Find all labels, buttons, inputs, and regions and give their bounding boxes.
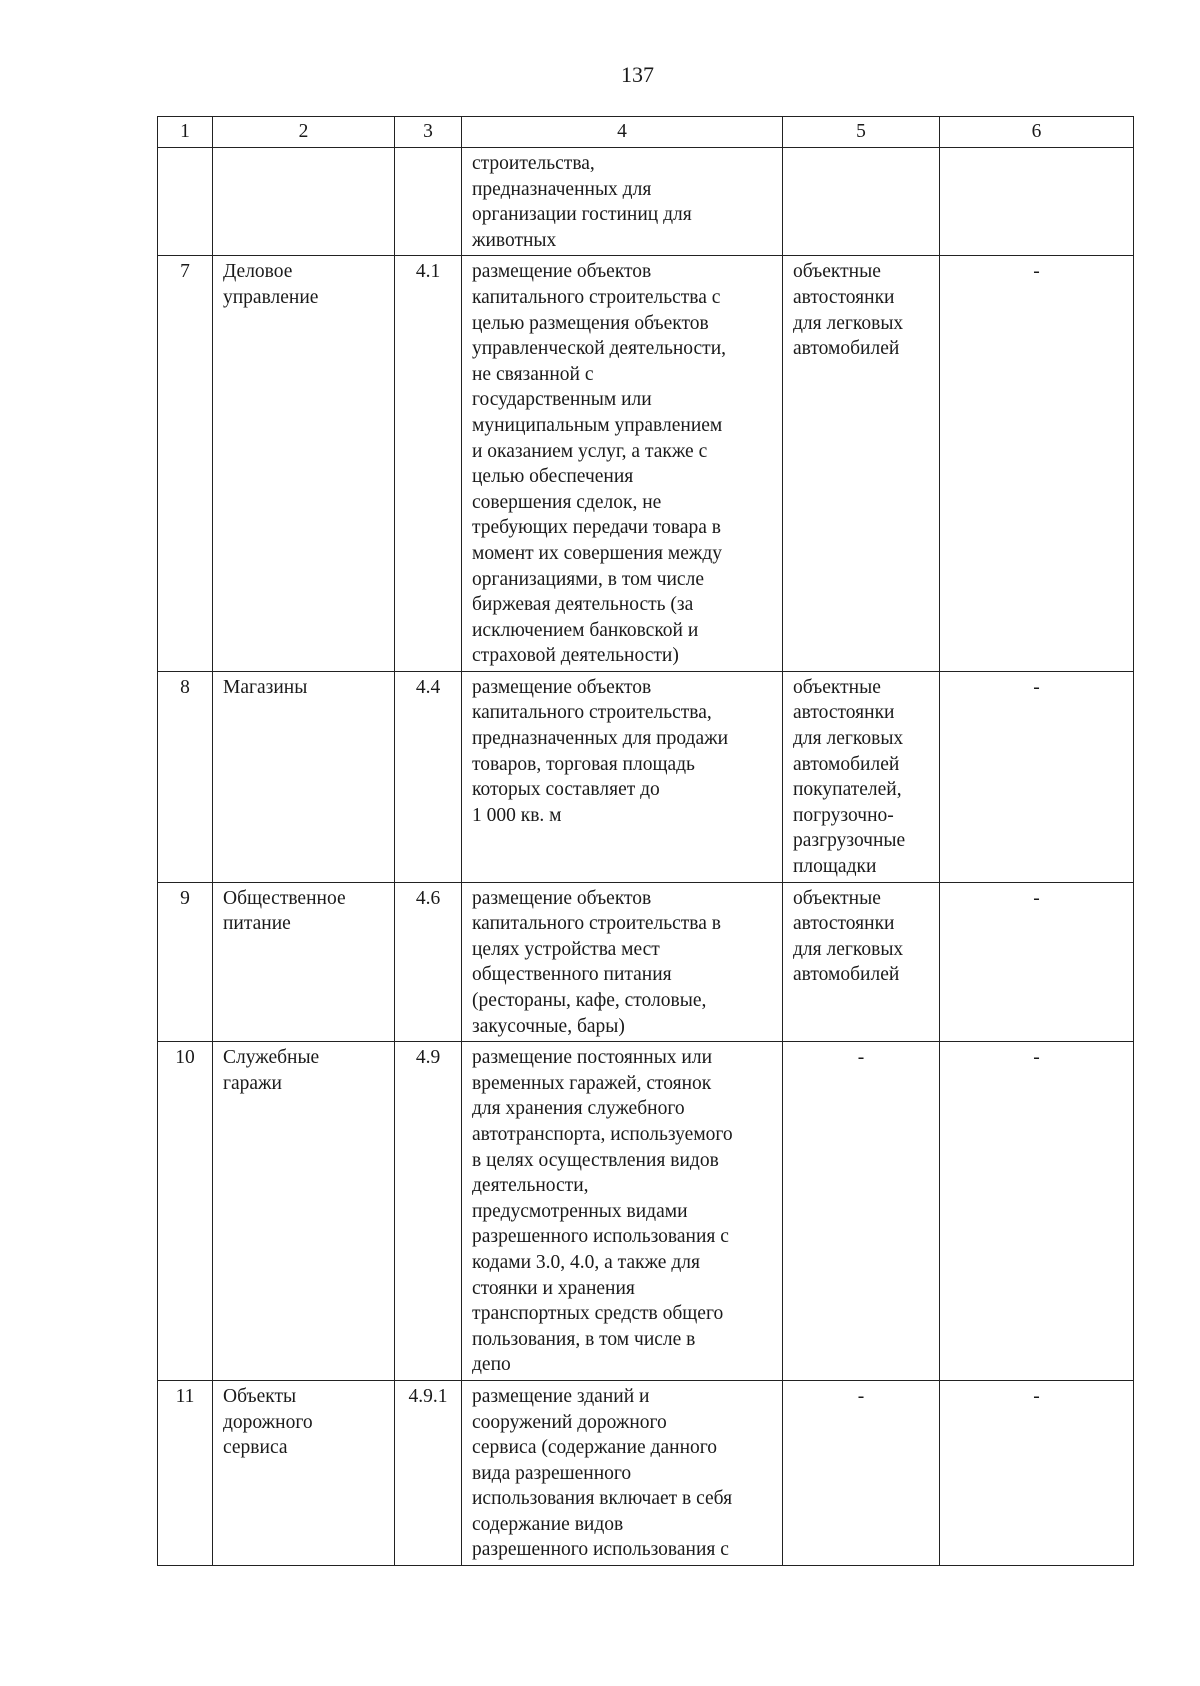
description-line: (рестораны, кафе, столовые, [472, 990, 707, 1011]
description-cell [462, 882, 783, 1042]
use-code-cell [395, 1380, 462, 1565]
auxiliary-use-line: для легковых [793, 312, 904, 334]
description-line: страховой деятельности) [472, 645, 679, 667]
restrictions-cell [940, 882, 1134, 1042]
row-number-cell [158, 1380, 213, 1565]
use-name-line: питание [223, 913, 291, 935]
use-code: 4.4 [415, 676, 441, 698]
description-line: деятельности, [472, 1175, 589, 1197]
auxiliary-use-line: автомобилей [793, 964, 900, 986]
description-cell [462, 1042, 783, 1381]
description-line: целью размещения объектов [472, 312, 709, 334]
row-number: 8 [180, 676, 190, 698]
description-line: в целях осуществления видов [472, 1149, 719, 1171]
description-line: биржевая деятельность (за [472, 594, 694, 616]
auxiliary-use-line: автостоянки [793, 286, 895, 308]
description-line: использования включает в себя [472, 1488, 733, 1510]
description-line: 1 000 кв. м [472, 804, 562, 826]
header-cell-6: 6 [940, 117, 1134, 148]
description-line: организациями, в том числе [472, 568, 704, 590]
use-name-line: Деловое [223, 261, 293, 283]
description-line: размещение зданий и [472, 1385, 650, 1407]
page-number: 137 [621, 62, 654, 87]
header-cell-5: 5 [783, 117, 940, 148]
description-line: размещение объектов [472, 887, 652, 909]
description-line: разрешенного использования с [472, 1226, 729, 1248]
auxiliary-use-line: погрузочно- [793, 804, 894, 826]
auxiliary-use-line: для легковых [793, 728, 904, 750]
auxiliary-use-line: разгрузочные [793, 830, 906, 852]
auxiliary-use-line: объектные [793, 887, 881, 909]
auxiliary-use-line: покупателей, [793, 779, 902, 801]
description-line: муниципальным управлением [472, 414, 723, 436]
description-line: капитального строительства с [472, 286, 721, 308]
use-name-cell [213, 1380, 395, 1565]
description-line: совершения сделок, не [472, 491, 662, 513]
use-name-cell [213, 1042, 395, 1381]
auxiliary-use-line: - [857, 1385, 865, 1407]
row-number: 11 [175, 1385, 195, 1407]
description-line: целью обеспечения [472, 466, 634, 488]
description-line: организации гостиниц для [472, 204, 692, 226]
restrictions-value: - [1033, 261, 1040, 283]
use-name-line: Общественное [223, 887, 346, 909]
description-cell [462, 671, 783, 882]
auxiliary-use-cell [783, 1380, 940, 1565]
auxiliary-use-line: для легковых [793, 938, 904, 960]
description-line: содержание видов [472, 1513, 624, 1535]
description-line: предназначенных для продажи [472, 728, 729, 750]
row-number-cell [158, 256, 213, 672]
auxiliary-use-line: объектные [793, 676, 881, 698]
table-row [158, 1042, 1134, 1381]
description-line: для хранения служебного [472, 1098, 685, 1120]
use-code-cell [395, 148, 462, 256]
description-line: капитального строительства, [472, 702, 712, 724]
description-line: животных [472, 229, 557, 251]
description-line: государственным или [472, 389, 652, 411]
auxiliary-use-cell [783, 882, 940, 1042]
use-code: 4.6 [415, 887, 441, 909]
use-name-cell [213, 882, 395, 1042]
restrictions-value: - [1033, 1047, 1040, 1069]
auxiliary-use-line: автомобилей [793, 338, 900, 360]
description-cell [462, 256, 783, 672]
description-cell [462, 1380, 783, 1565]
use-name-cell [213, 148, 395, 256]
land-use-table [157, 116, 1134, 1566]
use-name-line: управление [223, 286, 319, 308]
use-name-line: гаражи [223, 1072, 282, 1094]
description-line: целях устройства мест [472, 938, 660, 960]
description-line: закусочные, бары) [472, 1015, 625, 1037]
table-row [158, 148, 1134, 256]
use-name-line: Объекты [223, 1385, 297, 1407]
table-header-row [158, 117, 1134, 148]
restrictions-cell [940, 1380, 1134, 1565]
description-line: и оказанием услуг, а также с [472, 440, 708, 462]
table-row [158, 256, 1134, 672]
header-cell-3: 3 [395, 117, 462, 148]
use-name-cell [213, 671, 395, 882]
description-line: не связанной с [472, 363, 594, 385]
restrictions-cell [940, 1042, 1134, 1381]
description-line: строительства, [472, 153, 595, 174]
use-name-line: дорожного [223, 1411, 313, 1433]
description-line: которых составляет до [472, 779, 660, 801]
description-line: временных гаражей, стоянок [472, 1072, 712, 1094]
table-row [158, 882, 1134, 1042]
restrictions-value: - [1033, 1385, 1040, 1407]
header-cell-4: 4 [462, 117, 783, 148]
use-code: 4.9.1 [408, 1385, 448, 1407]
description-line: транспортных средств общего [472, 1303, 724, 1325]
row-number: 10 [175, 1047, 195, 1069]
description-line: вида разрешенного [472, 1462, 632, 1484]
row-number-cell [158, 882, 213, 1042]
description-line: депо [472, 1354, 511, 1376]
use-code-cell [395, 256, 462, 672]
header-cell-1: 1 [158, 117, 213, 148]
use-name-line: Служебные [223, 1047, 320, 1069]
auxiliary-use-line: автостоянки [793, 913, 895, 935]
auxiliary-use-line: площадки [793, 856, 877, 878]
use-code-cell [395, 671, 462, 882]
description-line: предусмотренных видами [472, 1200, 688, 1222]
description-line: пользования, в том числе в [472, 1328, 696, 1350]
description-line: сооружений дорожного [472, 1411, 667, 1433]
row-number: 9 [180, 887, 190, 909]
description-line: общественного питания [472, 964, 672, 986]
description-line: кодами 3.0, 4.0, а также для [472, 1251, 700, 1273]
use-code: 4.1 [415, 261, 441, 283]
restrictions-cell [940, 148, 1134, 256]
description-line: сервиса (содержание данного [472, 1437, 718, 1459]
auxiliary-use-cell [783, 1042, 940, 1381]
auxiliary-use-line: - [857, 1047, 865, 1069]
description-line: стоянки и хранения [472, 1277, 635, 1299]
description-line: исключением банковской и [472, 619, 699, 641]
description-line: разрешенного использования с [472, 1539, 729, 1561]
auxiliary-use-line: объектные [793, 261, 881, 283]
auxiliary-use-cell [783, 671, 940, 882]
description-line: предназначенных для [472, 178, 652, 200]
row-number: 7 [180, 261, 190, 283]
table-row [158, 1380, 1134, 1565]
auxiliary-use-line: автостоянки [793, 702, 895, 724]
description-line: размещение объектов [472, 261, 652, 283]
restrictions-value: - [1033, 887, 1040, 909]
description-line: капитального строительства в [472, 913, 721, 935]
restrictions-value: - [1033, 676, 1040, 698]
use-code-cell [395, 1042, 462, 1381]
use-name-cell [213, 256, 395, 672]
row-number-cell [158, 148, 213, 256]
auxiliary-use-cell [783, 256, 940, 672]
use-name-line: сервиса [223, 1437, 288, 1459]
auxiliary-use-line: автомобилей [793, 753, 900, 775]
description-line: требующих передачи товара в [472, 517, 721, 539]
restrictions-cell [940, 256, 1134, 672]
use-code: 4.9 [415, 1047, 441, 1069]
auxiliary-use-cell [783, 148, 940, 256]
restrictions-cell [940, 671, 1134, 882]
table-row [158, 671, 1134, 882]
description-line: товаров, торговая площадь [472, 753, 695, 775]
description-line: момент их совершения между [472, 542, 723, 564]
row-number-cell [158, 1042, 213, 1381]
description-line: размещение объектов [472, 676, 652, 698]
description-cell [462, 148, 783, 256]
use-name-line: Магазины [223, 676, 308, 698]
use-code-cell [395, 882, 462, 1042]
description-line: размещение постоянных или [472, 1047, 713, 1069]
description-line: управленческой деятельности, [472, 338, 727, 360]
header-cell-2: 2 [213, 117, 395, 148]
description-line: автотранспорта, используемого [472, 1123, 733, 1145]
row-number-cell [158, 671, 213, 882]
